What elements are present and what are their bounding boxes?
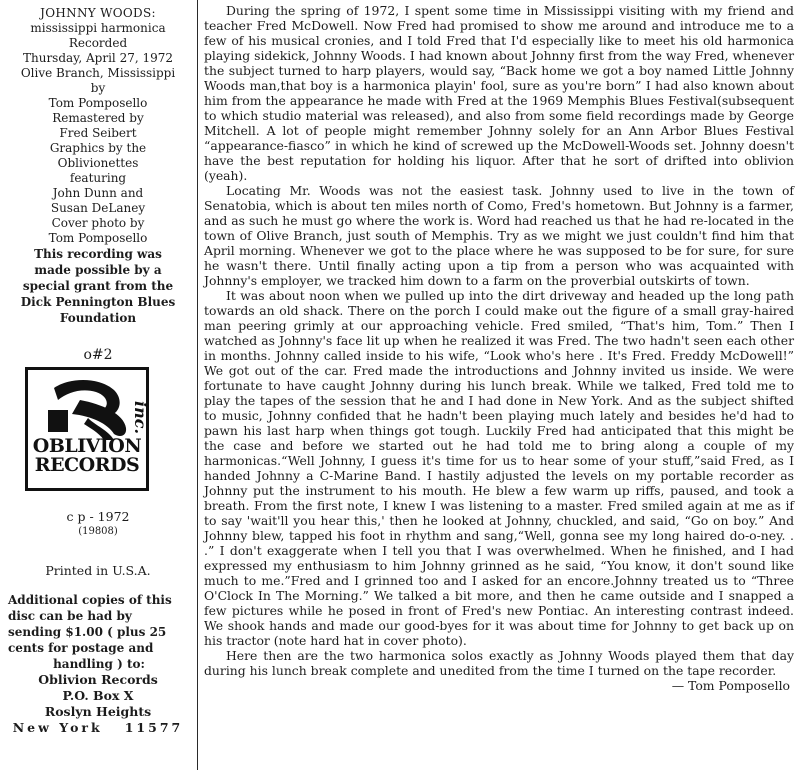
order-line: disc can be had by — [8, 609, 132, 623]
cover-photographer: Tom Pomposello — [48, 231, 148, 245]
liner-notes-column — [204, 3, 794, 693]
address-zip: 11577 — [124, 720, 184, 735]
order-line: Additional copies of this — [8, 593, 172, 607]
logo-brand-line-1: OBLIVION — [32, 435, 142, 457]
printed-notice: Printed in U.S.A. — [45, 563, 151, 578]
order-line: cents for postage and — [8, 641, 154, 655]
recorder-name: Tom Pomposello — [48, 96, 148, 110]
matrix-number: (19808) — [78, 526, 118, 537]
recorded-label: Recorded — [68, 36, 128, 50]
grant-line: This recording was — [34, 247, 162, 261]
address-city-zip — [0, 720, 196, 736]
logo-brand-line-2: RECORDS — [34, 454, 140, 476]
oblivion-records-logo — [25, 367, 171, 499]
by-label: by — [90, 81, 106, 95]
credits-column — [0, 6, 196, 766]
address-city: New York — [12, 720, 103, 735]
recorded-place: Olive Branch, Mississippi — [20, 66, 176, 80]
grant-line: Foundation — [59, 311, 137, 325]
graphics-person-2: Susan DeLaney — [50, 201, 146, 215]
author-signature: — Tom Pomposello — [671, 678, 790, 693]
liner-paragraph: It was about noon when we pulled up into the dirt driveway and headed up the long path towards an old shack. There on the porch I could make out the figure of a small gray-haired man peering grimly at our approaching vehicle. Fred smiled, “That's him, Tom.” Then I watched as Johnny's face lit up when he realized it was Fred. The two hadn't seen each other in months. Johnny called inside to his wife, “Look who's here . It's Fred. Freddy McDowell!” We got out of the car. Fred made the introductions and Johnny invited us inside. We were fortunate to have caught Johnny during his lunch break. While we talked, Fred told me to play the tapes of the session that he and I had done in New York. And as the subject shifted to music, Johnny confided that he hadn't been playing much lately and besides he'd had to pawn his last harp when things got tough. Luckily Fred had anticipated that this might be the case and before we started out he had told me to bring along a couple of my harmonicas.“Well Johnny, I guess it's time for us to hear some of your stuff,”said Fred, as I handed Johnny a C-Marine Band. I hastily adjusted the levels on my portable recorder as Johnny put the instrument to his mouth. He blew a few warm up riffs, paused, and took a breath. From the first note, I knew I was listening to a master. Fred smiled again at me as if to say 'wait'll you hear this,' then he looked at Johnny, chuckled, and said, “Go on boy.” And Johnny blew, tapped his foot in rhythm and sang,“Well, gonna see my long haired do-o-ney. . .” I don't exaggerate when I tell you that I was overwhelmed. When he finished, and I had expressed my enthusiasm to him Johnny grinned as he said, “You know, it don't sound like much to me.”Fred and I grinned too and I asked for an encore.Johnny treated us to “Three O'Clock In The Morning.” We talked a bit more, and then he came outside and I snapped a few pictures while he posed in front of Fred's new Pontiac. An interesting contrast indeed. We shook hands and made our good-byes for it was about time for Johnny to get back up on his tractor (note hard hat in cover photo). — [204, 288, 794, 648]
liner-paragraph: Here then are the two harmonica solos exactly as Johnny Woods played them that day during his lunch break complete and unedited from the time I turned on the tape recorder. — [204, 648, 794, 678]
remastered-label: Remastered by — [52, 111, 144, 125]
mailing-address — [0, 672, 196, 736]
liner-paragraph: During the spring of 1972, I spent some time in Mississippi visiting with my friend and teacher Fred McDowell. Now Fred had promised to show me around and introduce me to a few of his musical cronies, and I told Fred that I'd especially like to meet his old harmonica playing sidekick, Johnny Woods. I had known about Johnny first from the way Fred, whenever the subject turned to harp players, would say, “Back home we got a boy named Little Johnny Woods man,that boy is a harmonica playin' fool, sure as you're born” I had also known about him from the appearance he made with Fred at the 1969 Memphis Blues Festival(subsequent to which studio material was released), and also from some field recordings made by George Mitchell. A lot of people might remember Johnny solely for an Ann Arbor Blues Festival “appearance-fiasco” in which he kind of screwed up the McDowell-Woods set. Johnny doesn't have the best reputation for holding his liquor. After that he sort of drifted into oblivion (yeah). — [204, 3, 794, 183]
remasterer-name: Fred Seibert — [59, 126, 137, 140]
address-line-1: Oblivion Records — [38, 672, 158, 687]
order-line: sending $1.00 ( plus 25 — [8, 625, 167, 639]
grant-line: Dick Pennington Blues — [20, 295, 176, 309]
featuring-label: featuring — [69, 171, 127, 185]
graphics-person-1: John Dunn and — [52, 186, 144, 200]
address-line-2: P.O. Box X — [62, 688, 134, 703]
logo-inc-text: inc. — [131, 401, 150, 435]
cover-photo-label: Cover photo by — [51, 216, 145, 230]
graphics-label: Graphics by the — [49, 141, 147, 155]
grant-notice — [0, 246, 196, 326]
grant-line: made possible by a — [34, 263, 162, 277]
liner-paragraph: Locating Mr. Woods was not the easiest task. Johnny used to live in the town of Senatobia, which is about ten miles north of Como, Fred's hometown. But Johnny is a farmer, and as such he must go where the work is. Word had reached us that he had re-located in the town of Olive Branch, just south of Memphis. Try as we might we just couldn't find him that April morning. Whenever we got to the place where he was supposed to be for sure, for sure he wasn't there. Until finally acting upon a tip from a person who was acquainted with Johnny's employer, we tracked him down to a farm on the proverbial outskirts of town. — [204, 183, 794, 288]
recorded-date: Thursday, April 27, 1972 — [22, 51, 174, 65]
grant-line: special grant from the — [22, 279, 174, 293]
artist-title: JOHNNY WOODS: — [40, 6, 156, 20]
logo-brand-text — [25, 437, 149, 475]
address-line-3: Roslyn Heights — [44, 704, 152, 719]
order-line: handling ) to: — [53, 657, 145, 671]
catalog-number: o#2 — [83, 347, 113, 363]
graphics-group: Oblivionettes — [57, 156, 139, 170]
column-divider — [197, 0, 198, 770]
copyright-notice: c p - 1972 — [66, 509, 130, 524]
order-info — [0, 592, 196, 672]
album-subtitle: mississippi harmonica — [30, 21, 166, 35]
